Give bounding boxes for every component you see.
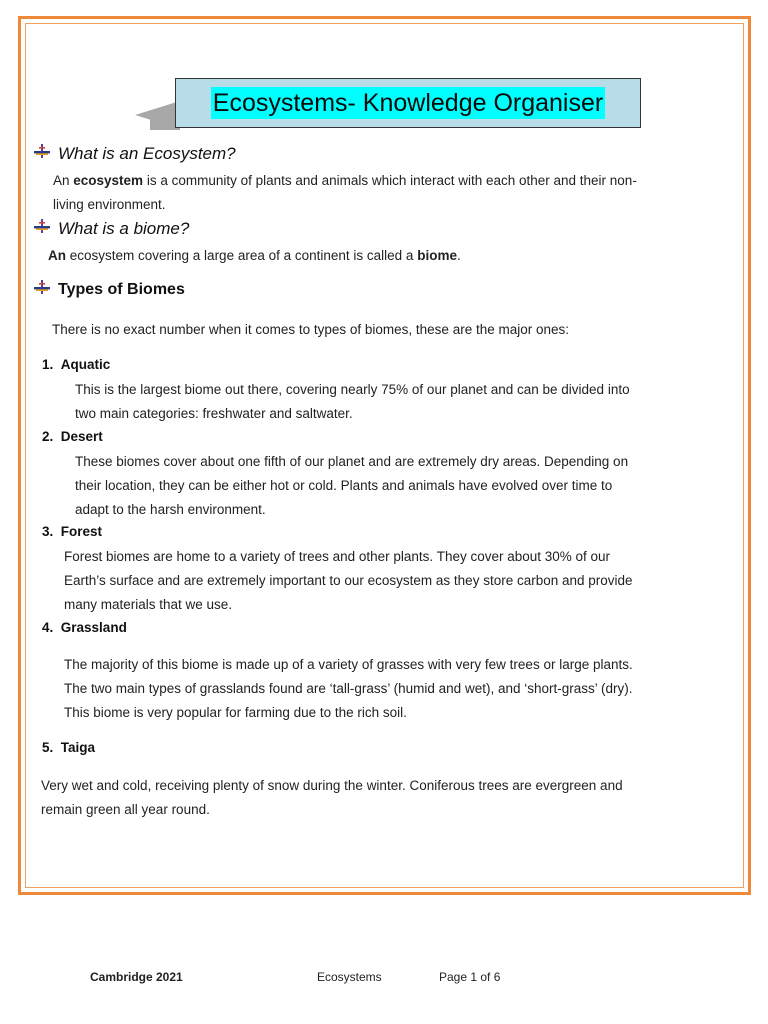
biome-text-grassland: The majority of this biome is made up of a variety of grasses with very few trees or large plants. The two main types of grasslands found are ‘tall-grass’ (humid and wet), and ‘short-grass’ (dry). This biome is very popular for farming due to the rich soil. — [64, 657, 633, 720]
biome-text-taiga: Very wet and cold, receiving plenty of snow during the winter. Coniferous trees are evergreen and remain green all year round. — [41, 778, 623, 817]
cross-bullet-icon — [34, 219, 50, 233]
biome-heading-aquatic: 1. Aquatic — [42, 357, 111, 372]
footer-left: Cambridge 2021 — [90, 970, 183, 984]
footer-page-number: Page 1 of 6 — [439, 970, 501, 984]
biome-text-forest: Forest biomes are home to a variety of trees and other plants. They cover about 30% of our Earth’s surface and are extremely important to our ecosystem as they store carbon and provide many materials that we use. — [64, 549, 633, 612]
biome-text-desert: These biomes cover about one fifth of our planet and are extremely dry areas. Depending on their location, they can be either hot or cold. Plants and animals have evolved over time to adapt to the harsh environment. — [75, 454, 629, 517]
biome-text-aquatic: This is the largest biome out there, covering nearly 75% of our planet and can be divided into two main categories: freshwater and saltwater. — [75, 382, 630, 421]
cross-bullet-icon — [34, 280, 50, 294]
title-banner — [175, 78, 641, 128]
heading-types-of-biomes: Types of Biomes — [34, 281, 185, 299]
heading-what-is-biome: What is a biome? — [34, 219, 189, 239]
biome-heading-taiga: 5. Taiga — [42, 740, 96, 755]
biome-definition: An ecosystem covering a large area of a continent is called a biome. — [48, 248, 461, 263]
biome-heading-forest: 3. Forest — [42, 524, 103, 539]
cross-bullet-icon — [34, 144, 50, 158]
ecosystem-definition: An ecosystem is a community of plants and animals which interact with each other and their non- living environment. — [53, 173, 637, 212]
biome-heading-grassland: 4. Grassland — [42, 620, 127, 635]
footer-center: Ecosystems — [317, 970, 382, 984]
biome-heading-desert: 2. Desert — [42, 429, 103, 444]
page-title: Ecosystems- Knowledge Organiser — [212, 89, 604, 117]
heading-what-is-ecosystem: What is an Ecosystem? — [34, 144, 236, 164]
biomes-intro: There is no exact number when it comes to types of biomes, these are the major ones: — [52, 322, 570, 337]
